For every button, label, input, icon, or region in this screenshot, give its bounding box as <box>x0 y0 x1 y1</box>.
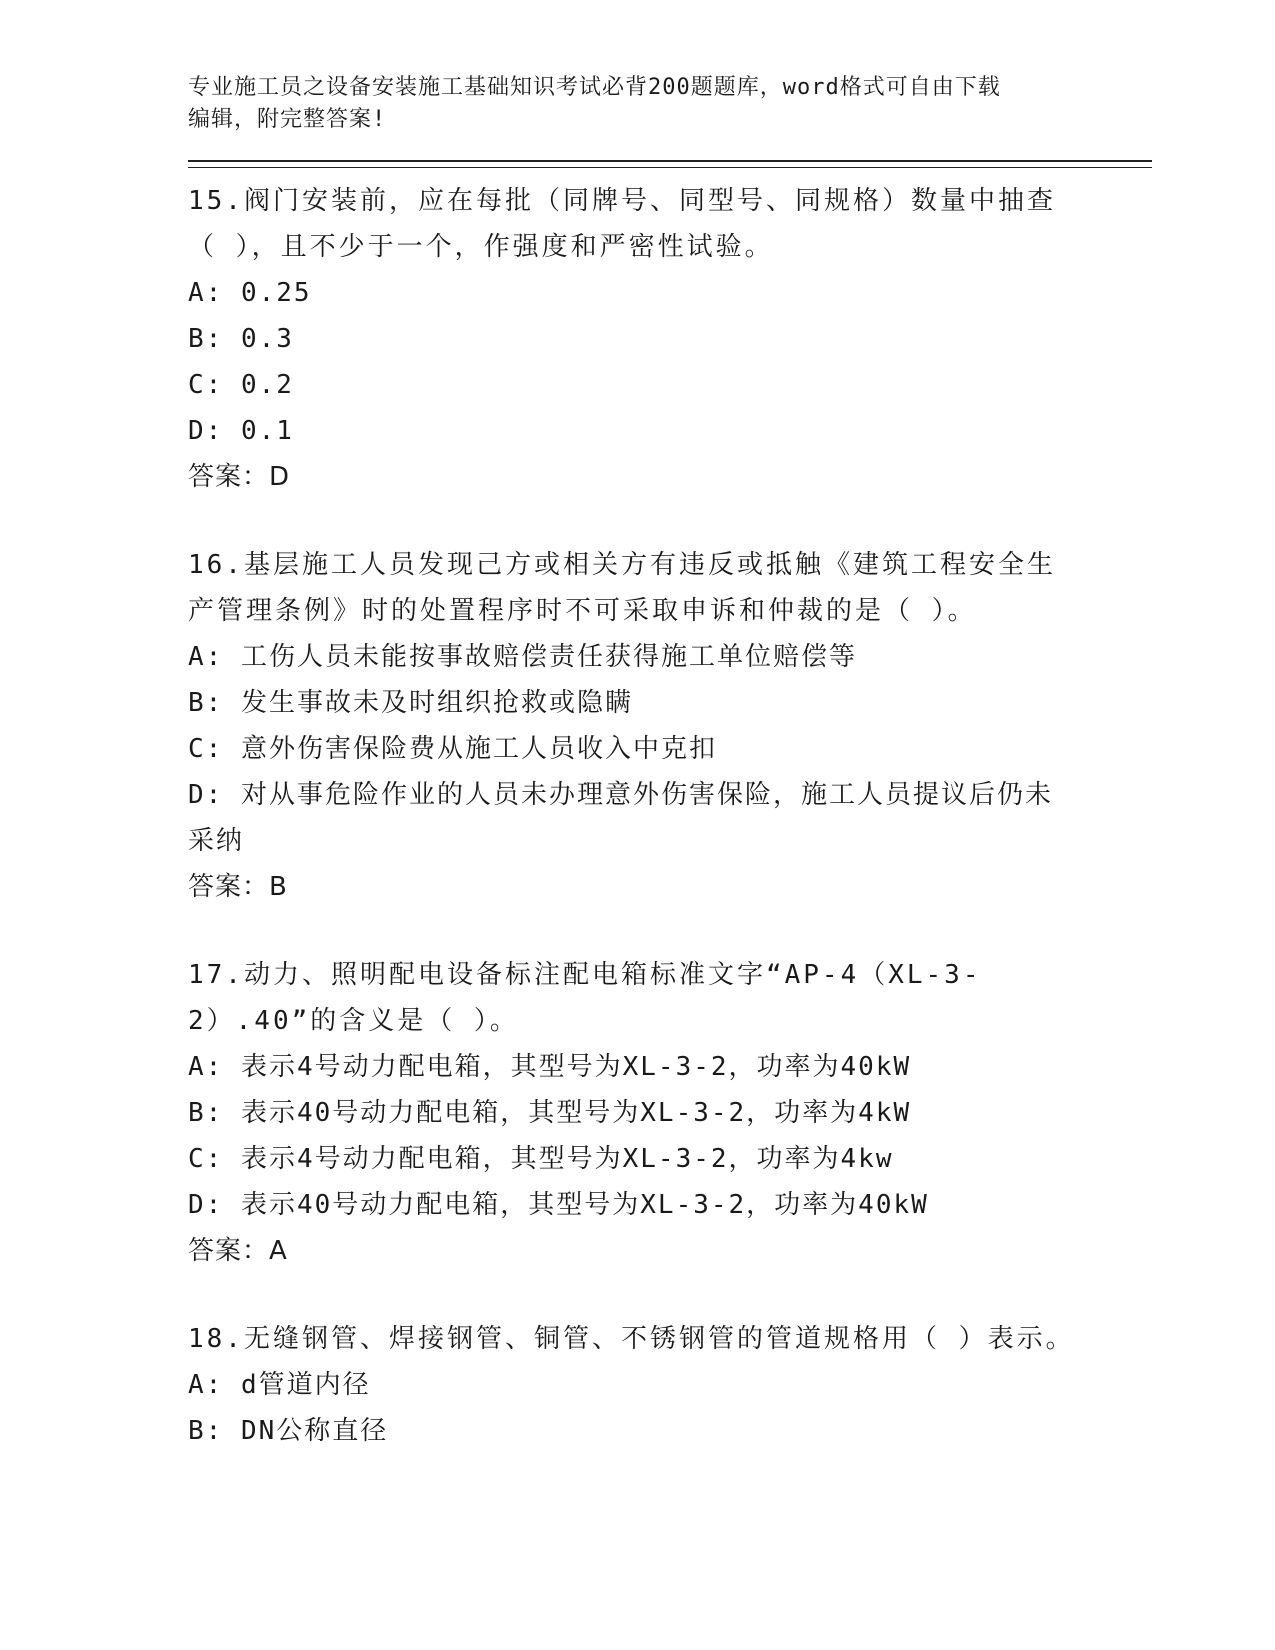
option-a: A: d管道内径 <box>188 1370 371 1400</box>
option-a: A: 表示4号动力配电箱，其型号为XL-3-2，功率为40kW <box>188 1052 912 1082</box>
answer-label: 答案：A <box>188 1236 288 1266</box>
option-b: B: DN公称直径 <box>188 1416 389 1446</box>
answer-label: 答案：B <box>188 872 288 902</box>
question-17 <box>188 952 1148 1274</box>
question-18 <box>188 1316 1148 1454</box>
option-c: C: 表示4号动力配电箱，其型号为XL-3-2，功率为4kw <box>188 1144 894 1174</box>
option-a: A: 0.25 <box>188 278 312 308</box>
option-b: B: 0.3 <box>188 324 294 354</box>
option-c: C: 意外伤害保险费从施工人员收入中克扣 <box>188 734 717 764</box>
document-header <box>188 72 1068 136</box>
option-a: A: 工伤人员未能按事故赔偿责任获得施工单位赔偿等 <box>188 642 857 672</box>
question-list <box>188 178 1148 1454</box>
option-d: D: 对从事危险作业的人员未办理意外伤害保险，施工人员提议后仍未采纳 <box>188 780 1053 856</box>
option-b: B: 表示40号动力配电箱，其型号为XL-3-2，功率为4kW <box>188 1098 912 1128</box>
question-stem: 17.动力、照明配电设备标注配电箱标准文字“AP-4（XL-3-2）.40”的含义是（ ）。 <box>188 960 982 1036</box>
header-line-2: 编辑，附完整答案! <box>188 107 387 132</box>
header-line-1: 专业施工员之设备安装施工基础知识考试必背200题题库，word格式可自由下载 <box>188 75 1001 100</box>
question-stem: 18.无缝钢管、焊接钢管、铜管、不锈钢管的管道规格用（ ）表示。 <box>188 1324 1075 1354</box>
question-16 <box>188 542 1148 910</box>
option-d: D: 表示40号动力配电箱，其型号为XL-3-2，功率为40kW <box>188 1190 929 1220</box>
question-stem: 15.阀门安装前，应在每批（同牌号、同型号、同规格）数量中抽查（ ），且不少于一个，作强度和严密性试验。 <box>188 186 1056 262</box>
option-c: C: 0.2 <box>188 370 294 400</box>
answer-label: 答案：D <box>188 462 291 492</box>
header-divider <box>188 160 1152 168</box>
question-stem: 16.基层施工人员发现己方或相关方有违反或抵触《建筑工程安全生产管理条例》时的处置程序时不可采取申诉和仲裁的是（ ）。 <box>188 550 1056 626</box>
option-d: D: 0.1 <box>188 416 294 446</box>
question-15 <box>188 178 1148 500</box>
option-b: B: 发生事故未及时组织抢救或隐瞒 <box>188 688 633 718</box>
document-page <box>188 72 1148 1496</box>
